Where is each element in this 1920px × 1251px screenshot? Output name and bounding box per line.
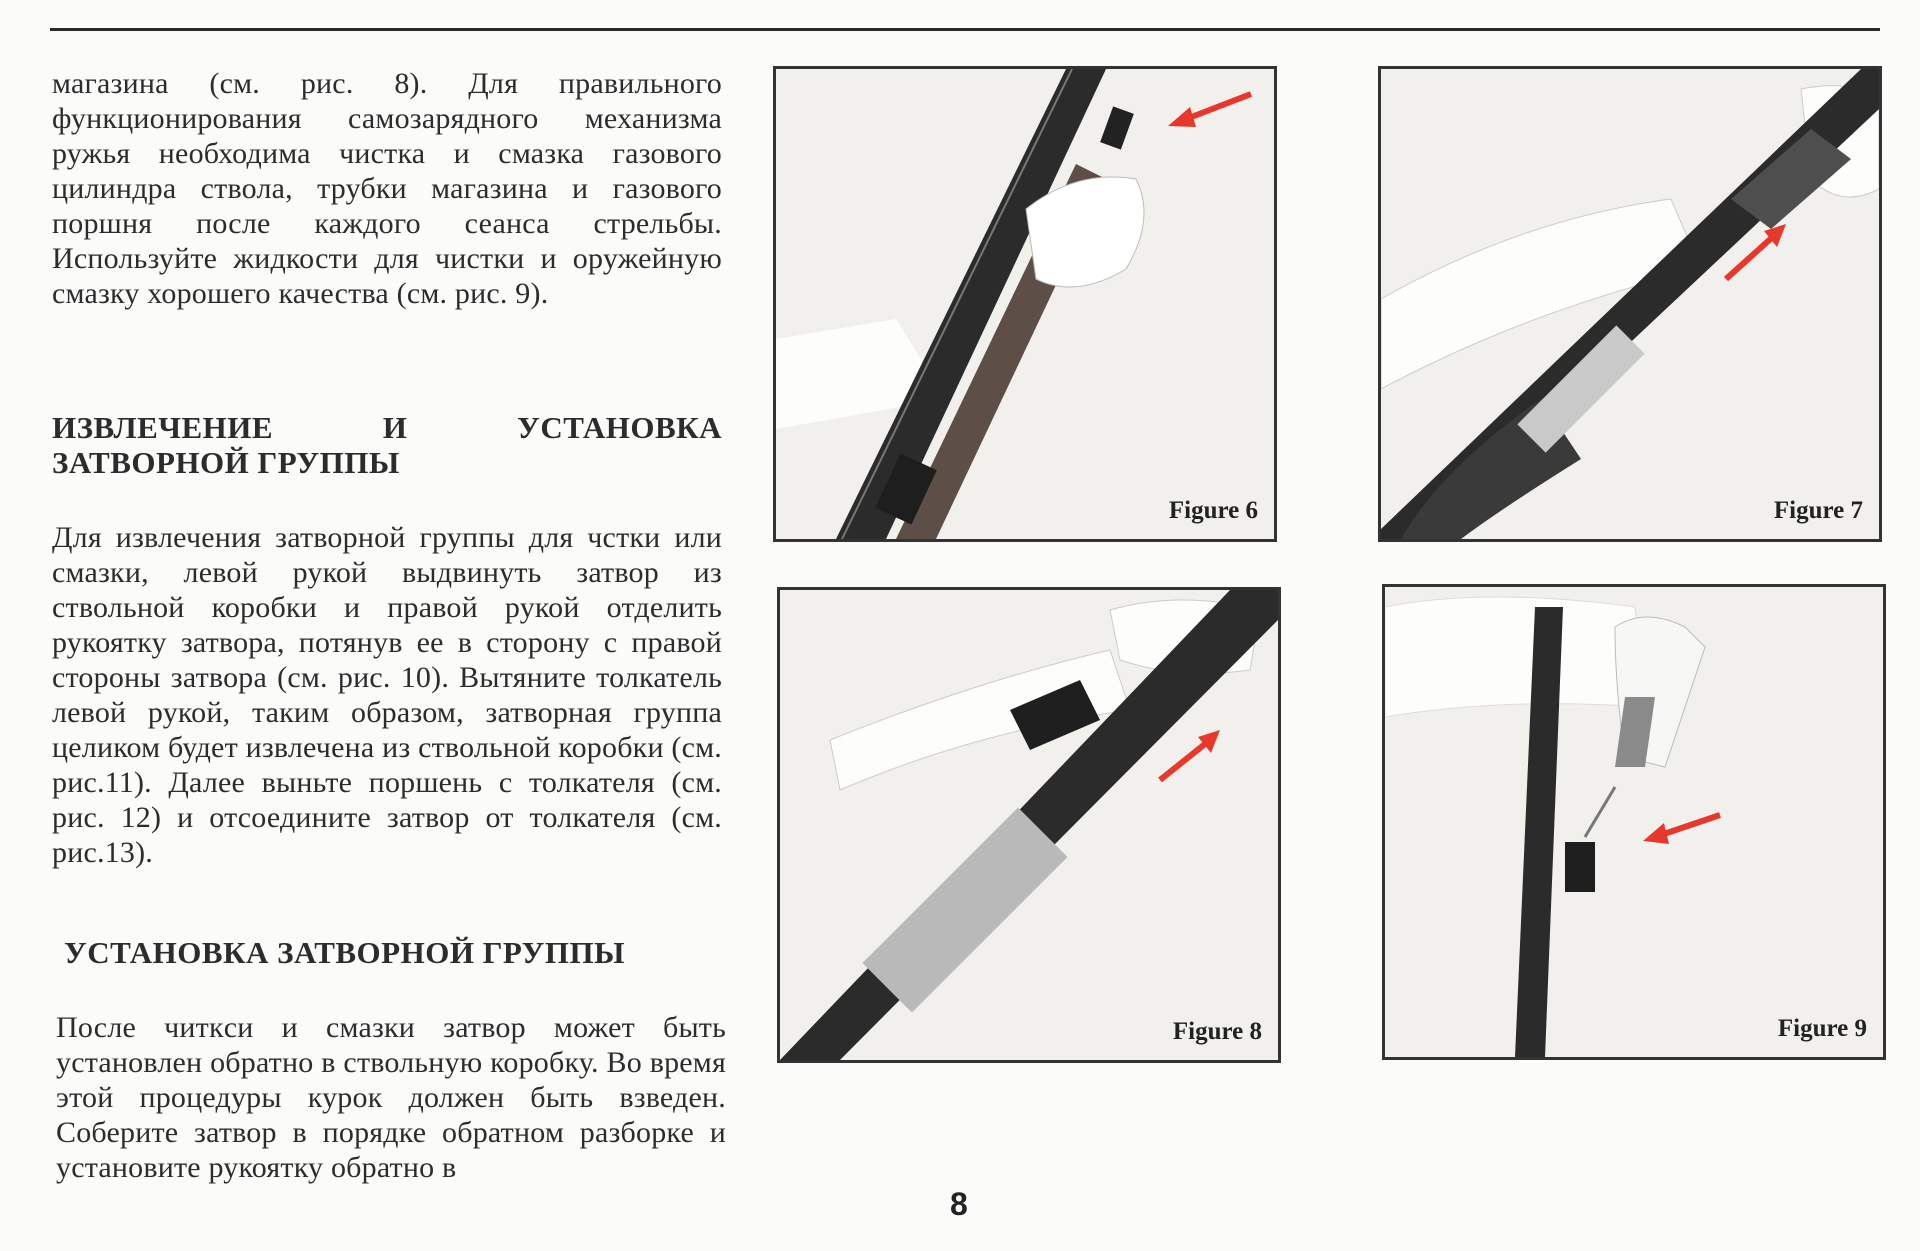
figure-8-caption: Figure 8: [1172, 1018, 1262, 1045]
heading-bolt-removal: ИЗВЛЕЧЕНИЕ И УСТАНОВКА ЗАТВОРНОЙ ГРУППЫ: [52, 410, 722, 480]
figure-9-caption: Figure 9: [1777, 1015, 1867, 1042]
paragraph-bolt-install: После читкcи и смазки затвор может быть установлен обратно в ствольную коробку. Во время этой процедуры курок должен быть взведен. Соберите затвор в порядке обратном разборке и установите рукоятку обратно в: [56, 1011, 726, 1184]
heading-bolt-install: УСТАНОВКА ЗАТВОРНОЙ ГРУППЫ: [64, 935, 625, 970]
figure-9-photo: [1385, 587, 1883, 1057]
figure-8: [777, 587, 1281, 1063]
figure-7: [1378, 66, 1882, 542]
figure-8-photo: [780, 590, 1278, 1060]
figure-6: [773, 66, 1277, 542]
figure-6-caption: Figure 6: [1168, 497, 1258, 524]
figure-7-photo: [1381, 69, 1879, 539]
page-number: 8: [950, 1186, 968, 1222]
figure-6-photo: [776, 69, 1274, 539]
figure-7-caption: Figure 7: [1773, 497, 1863, 524]
paragraph-bolt-removal: Для извлечения затворной группы для чстки или смазки, левой рукой выдвинуть затвор из ствольной коробки и правой рукой отделить рукоятку затвора, потянув ее в сторону с правой стороны затвора (см. рис. 10). Вытяните толкатель левой рукой, таким образом, затворная группа целиком будет извлечена из ствольной коробки (см. рис.11). Далее выньте поршень с толкателя (см. рис. 12) и отсоедините затвор от толкателя (см. рис.13).: [52, 521, 722, 869]
paragraph-cleaning: магазина (см. рис. 8). Для правильного функционирования самозарядного механизма ружья необходима чистка и смазка газового цилиндра ствола, трубки магазина и газового поршня после каждого сеанса стрельбы. Используйте жидкости для чистки и оружейную смазку хорошего качества (см. рис. 9).: [52, 67, 722, 310]
top-rule: [50, 28, 1880, 31]
figure-9: [1382, 584, 1886, 1060]
